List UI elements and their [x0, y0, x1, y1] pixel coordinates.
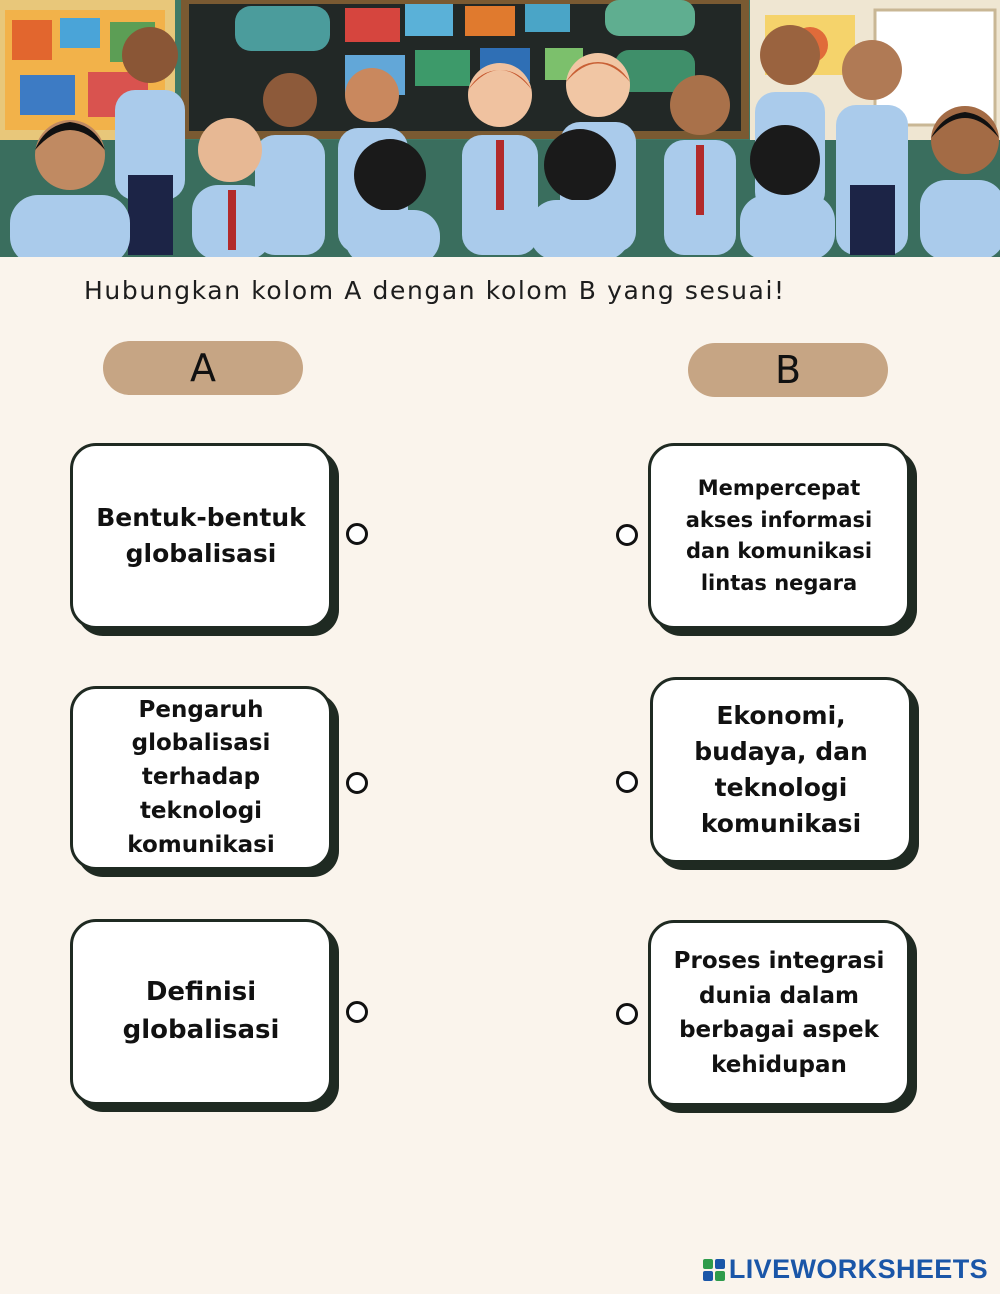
column-b-item-3-text: Proses integrasi dunia dalam berbagai aspek kehidupan: [673, 948, 885, 1078]
liveworksheets-logo[interactable]: [703, 1254, 988, 1285]
column-a-connector-3[interactable]: [346, 1001, 368, 1023]
column-b-item-2-text: Ekonomi, budaya, dan teknologi komunikasi: [694, 700, 868, 839]
column-a-item-3-text: Definisi globalisasi: [122, 977, 280, 1045]
column-a-header: A: [103, 341, 303, 395]
column-a-item-2[interactable]: [70, 686, 332, 870]
column-a-item-1-text: Bentuk-bentuk globalisasi: [96, 502, 306, 568]
column-b-connector-3[interactable]: [616, 1003, 638, 1025]
column-a-item-2-text: Pengaruh globalisasi terhadap teknologi komunikasi: [127, 696, 275, 858]
column-a-connector-1[interactable]: [346, 523, 368, 545]
column-a-item-3[interactable]: [70, 919, 332, 1105]
column-b-item-3[interactable]: [648, 920, 910, 1106]
column-b-item-1-text: Mempercepat akses informasi dan komunikasi lintas negara: [685, 476, 873, 595]
column-a-item-1[interactable]: [70, 443, 332, 629]
column-b-item-1[interactable]: [648, 443, 910, 629]
liveworksheets-brand-name: LIVEWORKSHEETS: [728, 1254, 988, 1284]
column-a-connector-2[interactable]: [346, 772, 368, 794]
column-b-item-2[interactable]: [650, 677, 912, 863]
header-illustration: [0, 0, 1000, 257]
liveworksheets-logo-icon: [703, 1259, 725, 1281]
column-b-header: B: [688, 343, 888, 397]
instruction-text: Hubungkan kolom A dengan kolom B yang sesuai!: [84, 276, 786, 305]
column-b-connector-1[interactable]: [616, 524, 638, 546]
column-b-connector-2[interactable]: [616, 771, 638, 793]
